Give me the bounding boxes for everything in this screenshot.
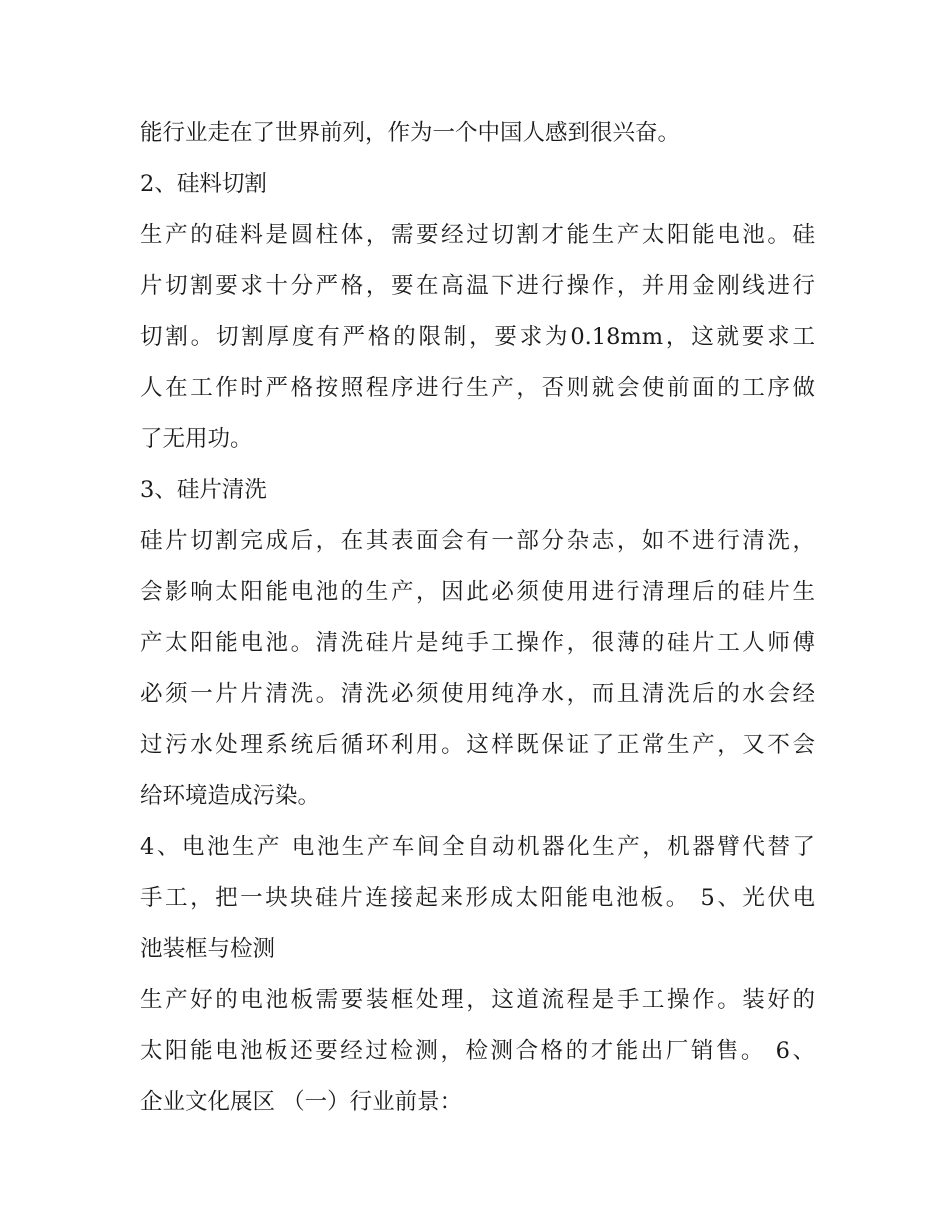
text-line: 给环境造成污染。 xyxy=(140,783,321,809)
text-line: 手工，把一块块硅片连接起来形成太阳能电池板。 5、光伏电 xyxy=(140,885,815,911)
text-line: 片切割要求十分严格，要在高温下进行操作，并用金刚线进行 xyxy=(140,273,815,299)
text-line: 生产的硅料是圆柱体，需要经过切割才能生产太阳能电池。硅 xyxy=(140,222,815,248)
text-line: 太阳能电池板还要经过检测，检测合格的才能出厂销售。 6、 xyxy=(140,1038,815,1064)
text-line: 过污水处理系统后循环利用。这样既保证了正常生产，又不会 xyxy=(140,732,815,758)
text-line: 了无用功。 xyxy=(140,426,253,452)
text-line: 企业文化展区 （一）行业前景： xyxy=(140,1089,463,1115)
text-line: 硅片切割完成后，在其表面会有一部分杂志，如不进行清洗， xyxy=(140,528,815,554)
document-body xyxy=(140,108,815,1128)
text-line: 会影响太阳能电池的生产，因此必须使用进行清理后的硅片生 xyxy=(140,579,815,605)
text-line: 产太阳能电池。清洗硅片是纯手工操作，很薄的硅片工人师傅 xyxy=(140,630,815,656)
text-line: 4、电池生产 电池生产车间全自动机器化生产，机器臂代替了 xyxy=(140,834,815,860)
text-line: 切割。切割厚度有严格的限制，要求为0.18mm，这就要求工 xyxy=(140,324,815,350)
section-heading-wafer-cleaning: 3、硅片清洗 xyxy=(140,477,267,503)
text-line: 生产好的电池板需要装框处理，这道流程是手工操作。装好的 xyxy=(140,987,815,1013)
section-heading-silicon-cutting: 2、硅料切割 xyxy=(140,171,267,197)
text-line: 池装框与检测 xyxy=(140,936,276,962)
text-line: 人在工作时严格按照程序进行生产，否则就会使前面的工序做 xyxy=(140,375,815,401)
text-line: 必须一片片清洗。清洗必须使用纯净水，而且清洗后的水会经 xyxy=(140,681,815,707)
text-line: 能行业走在了世界前列，作为一个中国人感到很兴奋。 xyxy=(140,120,681,146)
